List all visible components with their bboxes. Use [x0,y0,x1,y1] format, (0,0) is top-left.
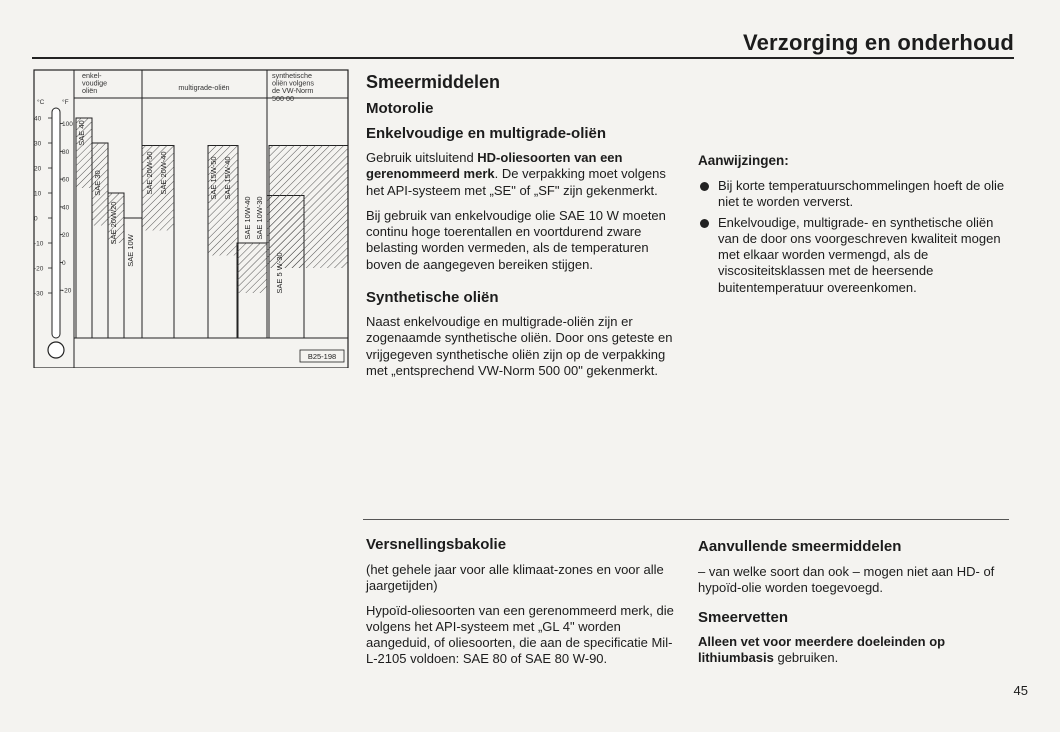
oil-grade-label: SAE 15W-40 [223,156,232,200]
celsius-tick-label: 30 [34,140,42,148]
oil-grade-label: SAE 20W-40 [159,151,168,195]
fahrenheit-tick-label: 40 [62,204,70,212]
greases-title: Smeervetten [698,608,789,626]
subtitle-single-multigrade: Enkelvoudige en multigrade-oliën [366,125,607,142]
oil-range-hatch [269,146,348,269]
celsius-tick-label: 20 [34,165,42,173]
note-text: Enkelvoudige, multigrade- en synthetische oliën van de door ons voorgeschreven kwaliteit mogen met elkaar worden vermengd, als de viscositeitsklassen met de heersende buitentemperatuur overeenkomen. [718,214,1001,295]
oil-grade-label: SAE 10W-40 [243,196,252,240]
section-divider [363,519,1009,520]
gear-oil-spec: Hypoïd-oliesoorten van een gerenommeerd merk, die volgens het API-systeem met „GL 4" worden aangeduid, of oliesoorten, die aan de specificatie Mil-L-2105 voldoen: SAE 80 of SAE 80 W-90. [366,602,674,667]
fahrenheit-tick-label: 100 [62,121,73,129]
notes-title: Aanwijzingen: [698,153,789,168]
celsius-tick-label: -30 [34,290,44,298]
notes-column [698,153,1014,300]
oil-grade-label: SAE 5 W-30 [275,252,284,294]
extra-lubricants-column [698,538,1014,666]
oil-grade-label: SAE 40 [77,120,86,146]
fahrenheit-unit-label: °F [62,99,69,106]
note-text: Bij korte temperatuurschommelingen hoeft de olie niet te worden ververst. [718,178,1005,210]
oil-grade-label: SAE 20W-50 [145,151,154,195]
oil-grade-label: SAE 10W [126,234,135,267]
page-header-title: Verzorging en onderhoud [742,30,1014,55]
figure-code-label: B25-198 [307,352,337,361]
paragraph-oil-types-a: Gebruik uitsluitend [366,150,478,165]
paragraph-oil-types-c: . De verpakking moet volgens het API-systeem met „SE" of „SF" zijn gekenmerkt. [366,166,666,198]
oil-grade-label: SAE 10W-30 [255,196,264,240]
subtitle-motor-oil: Motorolie [366,100,434,117]
bullet-icon [700,219,709,228]
extra-lubricants-text: – van welke soort dan ook – mogen niet aan HD- of hypoïd-olie worden toegevoegd. [698,564,995,596]
oil-viscosity-chart [32,68,352,368]
paragraph-synthetic: Naast enkelvoudige en multigrade-oliën zijn er zogenaamde synthetische oliën. Door ons geteste en vrijgegeven synthetische oliën zijn op de verpakking met „entsprechend VW-Norm 500 00" gekenmerkt. [366,314,673,378]
page-number: 45 [1013,683,1028,698]
fahrenheit-tick-label: -20 [62,287,72,295]
thermometer-tube [52,108,60,338]
celsius-tick-label: -10 [34,240,44,248]
oil-range-hatch [237,243,267,293]
oil-grade-label: SAE 30 [93,170,102,196]
paragraph-sae10w: Bij gebruik van enkelvoudige olie SAE 10 W moeten continu hoge toerentallen en voortdurend zware belasting worden vermeden, als de temperaturen boven de aangegeven bereiken stijgen. [366,207,666,272]
oil-grade-label: SAE 20W/20 [109,201,118,245]
celsius-tick-label: 10 [34,190,42,198]
greases-text-rest: gebruiken. [773,649,839,665]
paragraph-oil-types-bold: HD-oliesoorten van een gerenommeerd merk [366,150,623,182]
celsius-tick-label: 0 [34,215,38,223]
fahrenheit-tick-label: 20 [62,232,70,240]
gear-oil-scope: (het gehele jaar voor alle klimaat-zones en voor alle jaargetijden) [366,562,664,594]
fahrenheit-tick-label: 0 [62,259,66,267]
lubricants-column [366,72,684,379]
header-rule [32,57,1014,59]
note-item [698,178,1014,211]
note-item [698,215,1014,296]
extra-lubricants-title: Aanvullende smeermiddelen [698,538,902,555]
thermometer-bulb-icon [48,342,64,358]
paragraph-oil-types [366,150,684,199]
bullet-icon [700,182,709,191]
chart-column-header: enkel-voudige oliën [82,71,108,96]
oil-grade-label: SAE 15W-50 [209,156,218,200]
celsius-tick-label: 40 [34,115,42,123]
chart-column-header: synthetische oliën volgens de VW-Norm 500 00 [272,71,314,103]
greases-text-bold: Alleen vet voor meerdere doeleinden op lithiumbasis [698,633,946,665]
greases-text [698,634,1014,667]
section-title-lubricants: Smeermiddelen [366,72,501,92]
gear-oil-title: Versnellingsbakolie [366,536,507,553]
fahrenheit-tick-label: 60 [62,176,70,184]
fahrenheit-tick-label: 80 [62,148,70,156]
celsius-tick-label: -20 [34,265,44,273]
celsius-unit-label: °C [37,99,45,106]
gear-oil-column [366,536,682,668]
subtitle-synthetic: Synthetische oliën [366,289,499,307]
chart-column-header: multigrade-oliën [178,83,230,92]
